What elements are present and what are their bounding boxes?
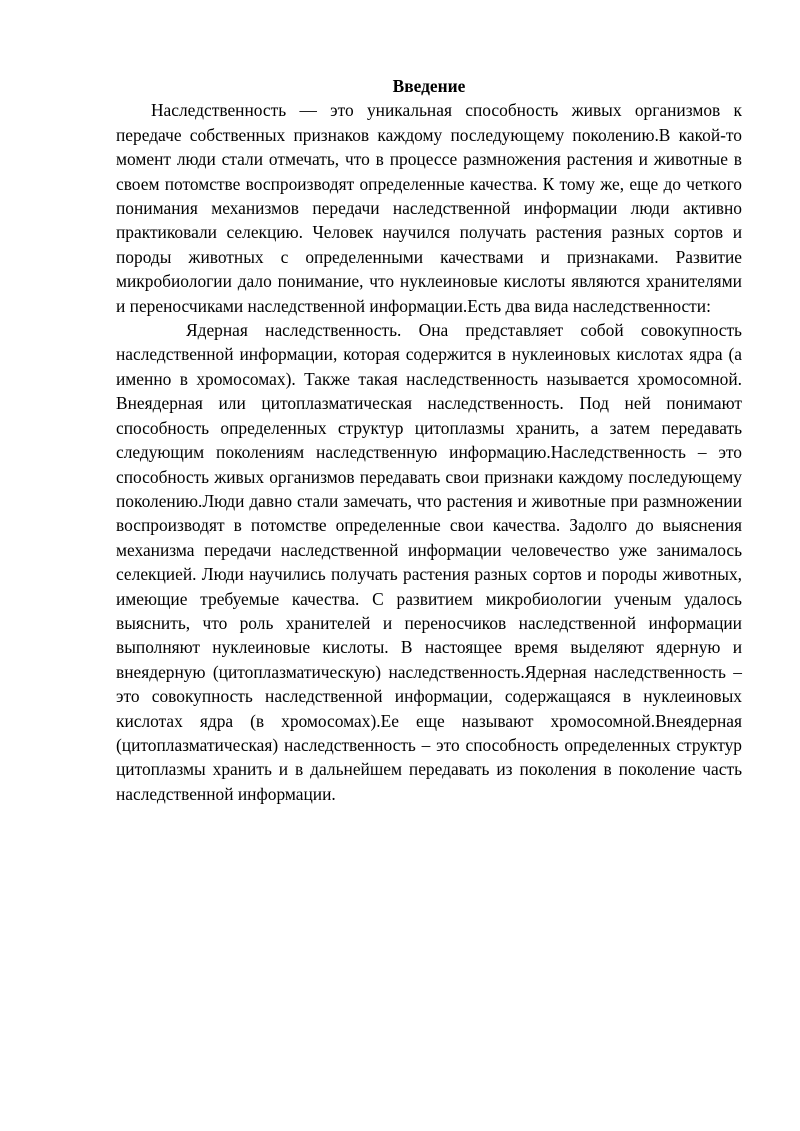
page-title: Введение — [392, 76, 466, 96]
paragraph-intro: Наследственность — это уникальная способность живых организмов к передаче собственных признаков каждому последующему поколению.В какой-то момент люди стали отмечать, что в процессе размножения растения и животные в своем потомстве воспроизводят определенные качества. К тому же, еще до четкого понимания механизмов передачи наследственной информации люди активно практиковали селекцию. Человек научился получать растения разных сортов и породы животных с определенными качествами и признаками. Развитие микробиологии дало понимание, что нуклеиновые кислоты являются хранителями и переносчиками наследственной информации.Есть два вида наследственности: — [116, 100, 742, 316]
paragraph-heredity-types: Ядерная наследственность. Она представляет собой совокупность наследственной информации, которая содержится в нуклеиновых кислотах ядра (а именно в хромосомах). Также такая наследственность называется хромосомной. Внеядерная или цитоплазматическая наследственность. Под ней понимают способность определенных структур цитоплазмы хранить, а затем передавать следующим поколениям наследственную информацию.Наследственность – это способность живых организмов передавать свои признаки каждому последующему поколению.Люди давно стали замечать, что растения и животные при размножении воспроизводят в потомстве определенные свои качества. Задолго до выяснения механизма передачи наследственной информации человечество уже занималось селекцией. Люди научились получать растения разных сортов и породы животных, имеющие требуемые качества. С развитием микробиологии ученым удалось выяснить, что роль хранителей и переносчиков наследственной информации выполняют нуклеиновые кислоты. В настоящее время выделяют ядерную и внеядерную (цитоплазматическую) наследственность.Ядерная наследственность – это совокупность наследственной информации, содержащаяся в нуклеиновых кислотах ядра (в хромосомах).Ее еще называют хромосомной.Внеядерная (цитоплазматическая) наследственность – это способность определенных структур цитоплазмы хранить и в дальнейшем передавать из поколения в поколение часть наследственной информации. — [116, 320, 742, 804]
document-body — [116, 74, 742, 806]
